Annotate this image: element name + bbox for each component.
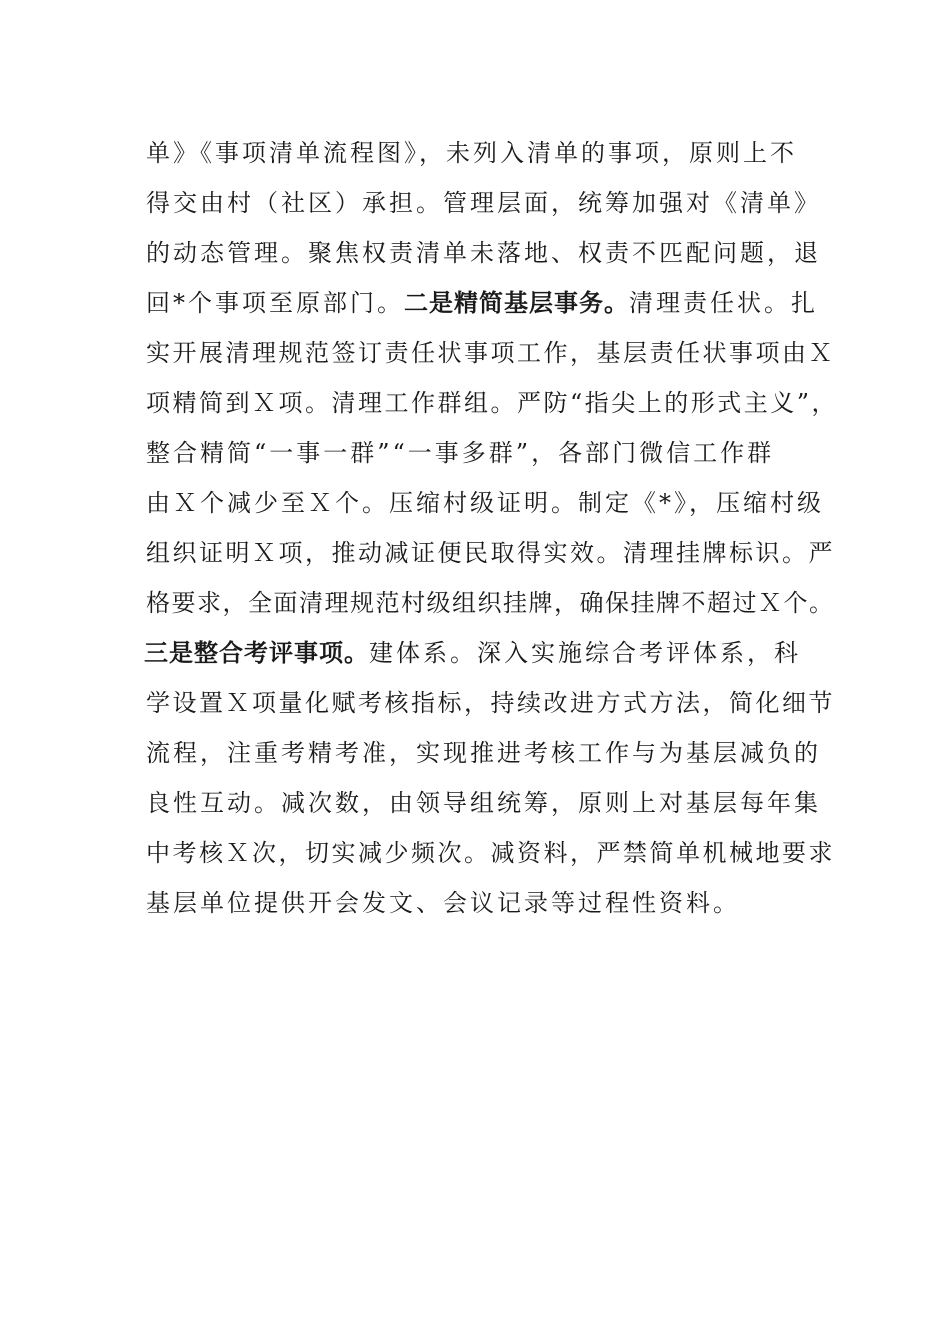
text-line: 流程，注重考精考准，实现推进考核工作与为基层减负的 <box>146 739 821 767</box>
section-heading: 二是精简基层事务。 <box>404 288 629 317</box>
text-line: 的动态管理。聚焦权责清单未落地、权责不匹配问题，退 <box>146 239 821 267</box>
text-line: 由Ｘ个减少至Ｘ个。压缩村级证明。制定《*》，压缩村级 <box>146 489 824 517</box>
text-line: 项精简到Ｘ项。清理工作群组。严防“指尖上的形式主义”， <box>146 389 839 417</box>
text-run: 清理责任状。扎 <box>629 289 818 317</box>
body-text <box>144 128 839 928</box>
text-line: 整合精简“一事一群”“一事多群”，各部门微信工作群 <box>146 439 775 467</box>
text-line: 学设置Ｘ项量化赋考核指标，持续改进方式方法，简化细节 <box>146 689 835 717</box>
text-line: 良性互动。减次数，由领导组统筹，原则上对基层每年集 <box>146 789 821 817</box>
text-line: 得交由村（社区）承担。管理层面，统筹加强对《清单》 <box>146 189 821 217</box>
section-heading: 三是整合考评事项。 <box>144 638 369 667</box>
text-line: 组织证明Ｘ项，推动减证便民取得实效。清理挂牌标识。严 <box>146 539 835 567</box>
text-run: 建体系。深入实施综合考评体系，科 <box>369 639 801 667</box>
text-line: 基层单位提供开会发文、会议记录等过程性资料。 <box>146 889 740 917</box>
text-line: 格要求，全面清理规范村级组织挂牌，确保挂牌不超过Ｘ个。 <box>146 589 835 617</box>
text-run: 回*个事项至原部门。 <box>146 289 404 317</box>
text-line: 单》《事项清单流程图》，未列入清单的事项，原则上不 <box>146 139 797 167</box>
text-line: 实开展清理规范签订责任状事项工作，基层责任状事项由Ｘ <box>146 339 835 367</box>
text-line: 中考核Ｘ次，切实减少频次。减资料，严禁简单机械地要求 <box>146 839 835 867</box>
text-line <box>144 628 836 678</box>
text-line <box>146 278 836 328</box>
